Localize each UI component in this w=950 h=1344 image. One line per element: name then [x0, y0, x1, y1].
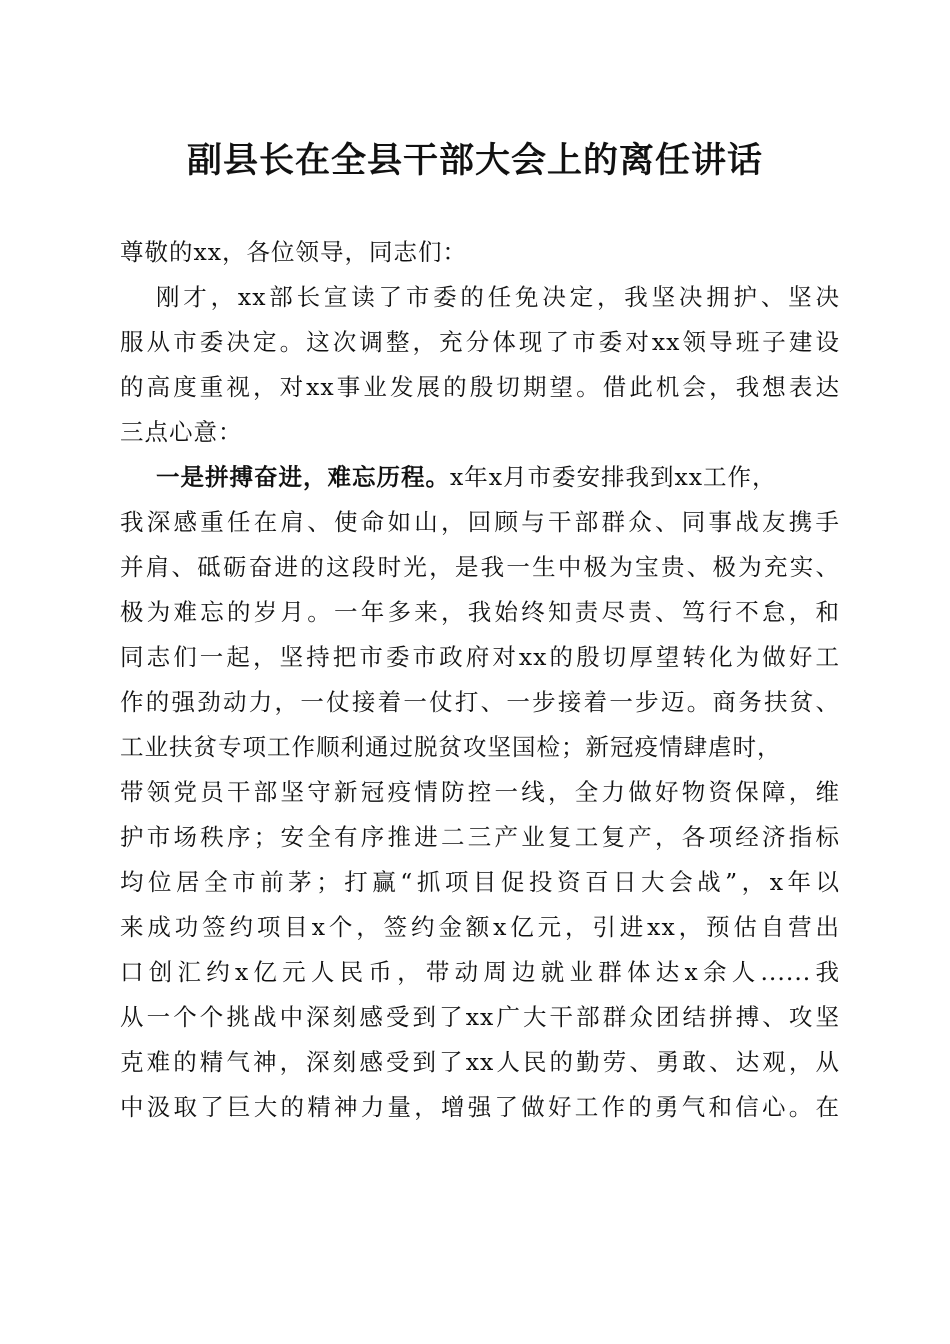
paragraph-2-line: 工业扶贫专项工作顺利通过脱贫攻坚国检；新冠疫情肆虐时， [120, 733, 782, 761]
paragraph-2-line: 极为难忘的岁月。一年多来，我始终知责尽责、笃行不怠，和 [120, 598, 840, 626]
paragraph-2-line: 我深感重任在肩、使命如山，回顾与干部群众、同事战友携手 [120, 508, 840, 536]
document-body [120, 230, 840, 1130]
paragraph-2-line: 来成功签约项目x个，签约金额x亿元，引进xx，预估自营出 [120, 913, 840, 941]
paragraph-2-line: 并肩、砥砺奋进的这段时光，是我一生中极为宝贵、极为充实、 [120, 553, 840, 581]
paragraph-1-line: 服从市委决定。这次调整，充分体现了市委对xx领导班子建设 [120, 328, 840, 356]
document-title: 副县长在全县干部大会上的离任讲话 [186, 140, 763, 181]
paragraph-1-line: 的高度重视，对xx事业发展的殷切期望。借此机会，我想表达 [120, 373, 840, 401]
paragraph-2-line: 护市场秩序；安全有序推进二三产业复工复产，各项经济指标 [120, 823, 840, 851]
paragraph-2-first-line-rest: x年x月市委安排我到xx工作， [450, 463, 777, 491]
salutation: 尊敬的xx，各位领导，同志们： [120, 238, 468, 266]
paragraph-2-line: 均位居全市前茅；打赢“抓项目促投资百日大会战”，x年以 [120, 868, 840, 896]
paragraph-2-line: 带领党员干部坚守新冠疫情防控一线，全力做好物资保障，维 [120, 778, 840, 806]
paragraph-1-line: 刚才，xx部长宣读了市委的任免决定，我坚决拥护、坚决 [156, 283, 840, 311]
paragraph-2-line: 中汲取了巨大的精神力量，增强了做好工作的勇气和信心。在 [120, 1093, 840, 1121]
paragraph-2-line: 从一个个挑战中深刻感受到了xx广大干部群众团结拼搏、攻坚 [120, 1003, 840, 1031]
paragraph-2-line: 同志们一起，坚持把市委市政府对xx的殷切厚望转化为做好工 [120, 643, 840, 671]
paragraph-2-line: 口创汇约x亿元人民币，带动周边就业群体达x余人......我 [120, 958, 840, 986]
paragraph-2-line: 克难的精气神，深刻感受到了xx人民的勤劳、勇敢、达观，从 [120, 1048, 840, 1076]
paragraph-2-lead: 一是拼搏奋进，难忘历程。 [156, 463, 450, 491]
paragraph-2-line: 作的强劲动力，一仗接着一仗打、一步接着一步迈。商务扶贫、 [120, 688, 840, 716]
paragraph-2-first-line [120, 455, 840, 500]
paragraph-1-line: 三点心意： [120, 418, 243, 446]
